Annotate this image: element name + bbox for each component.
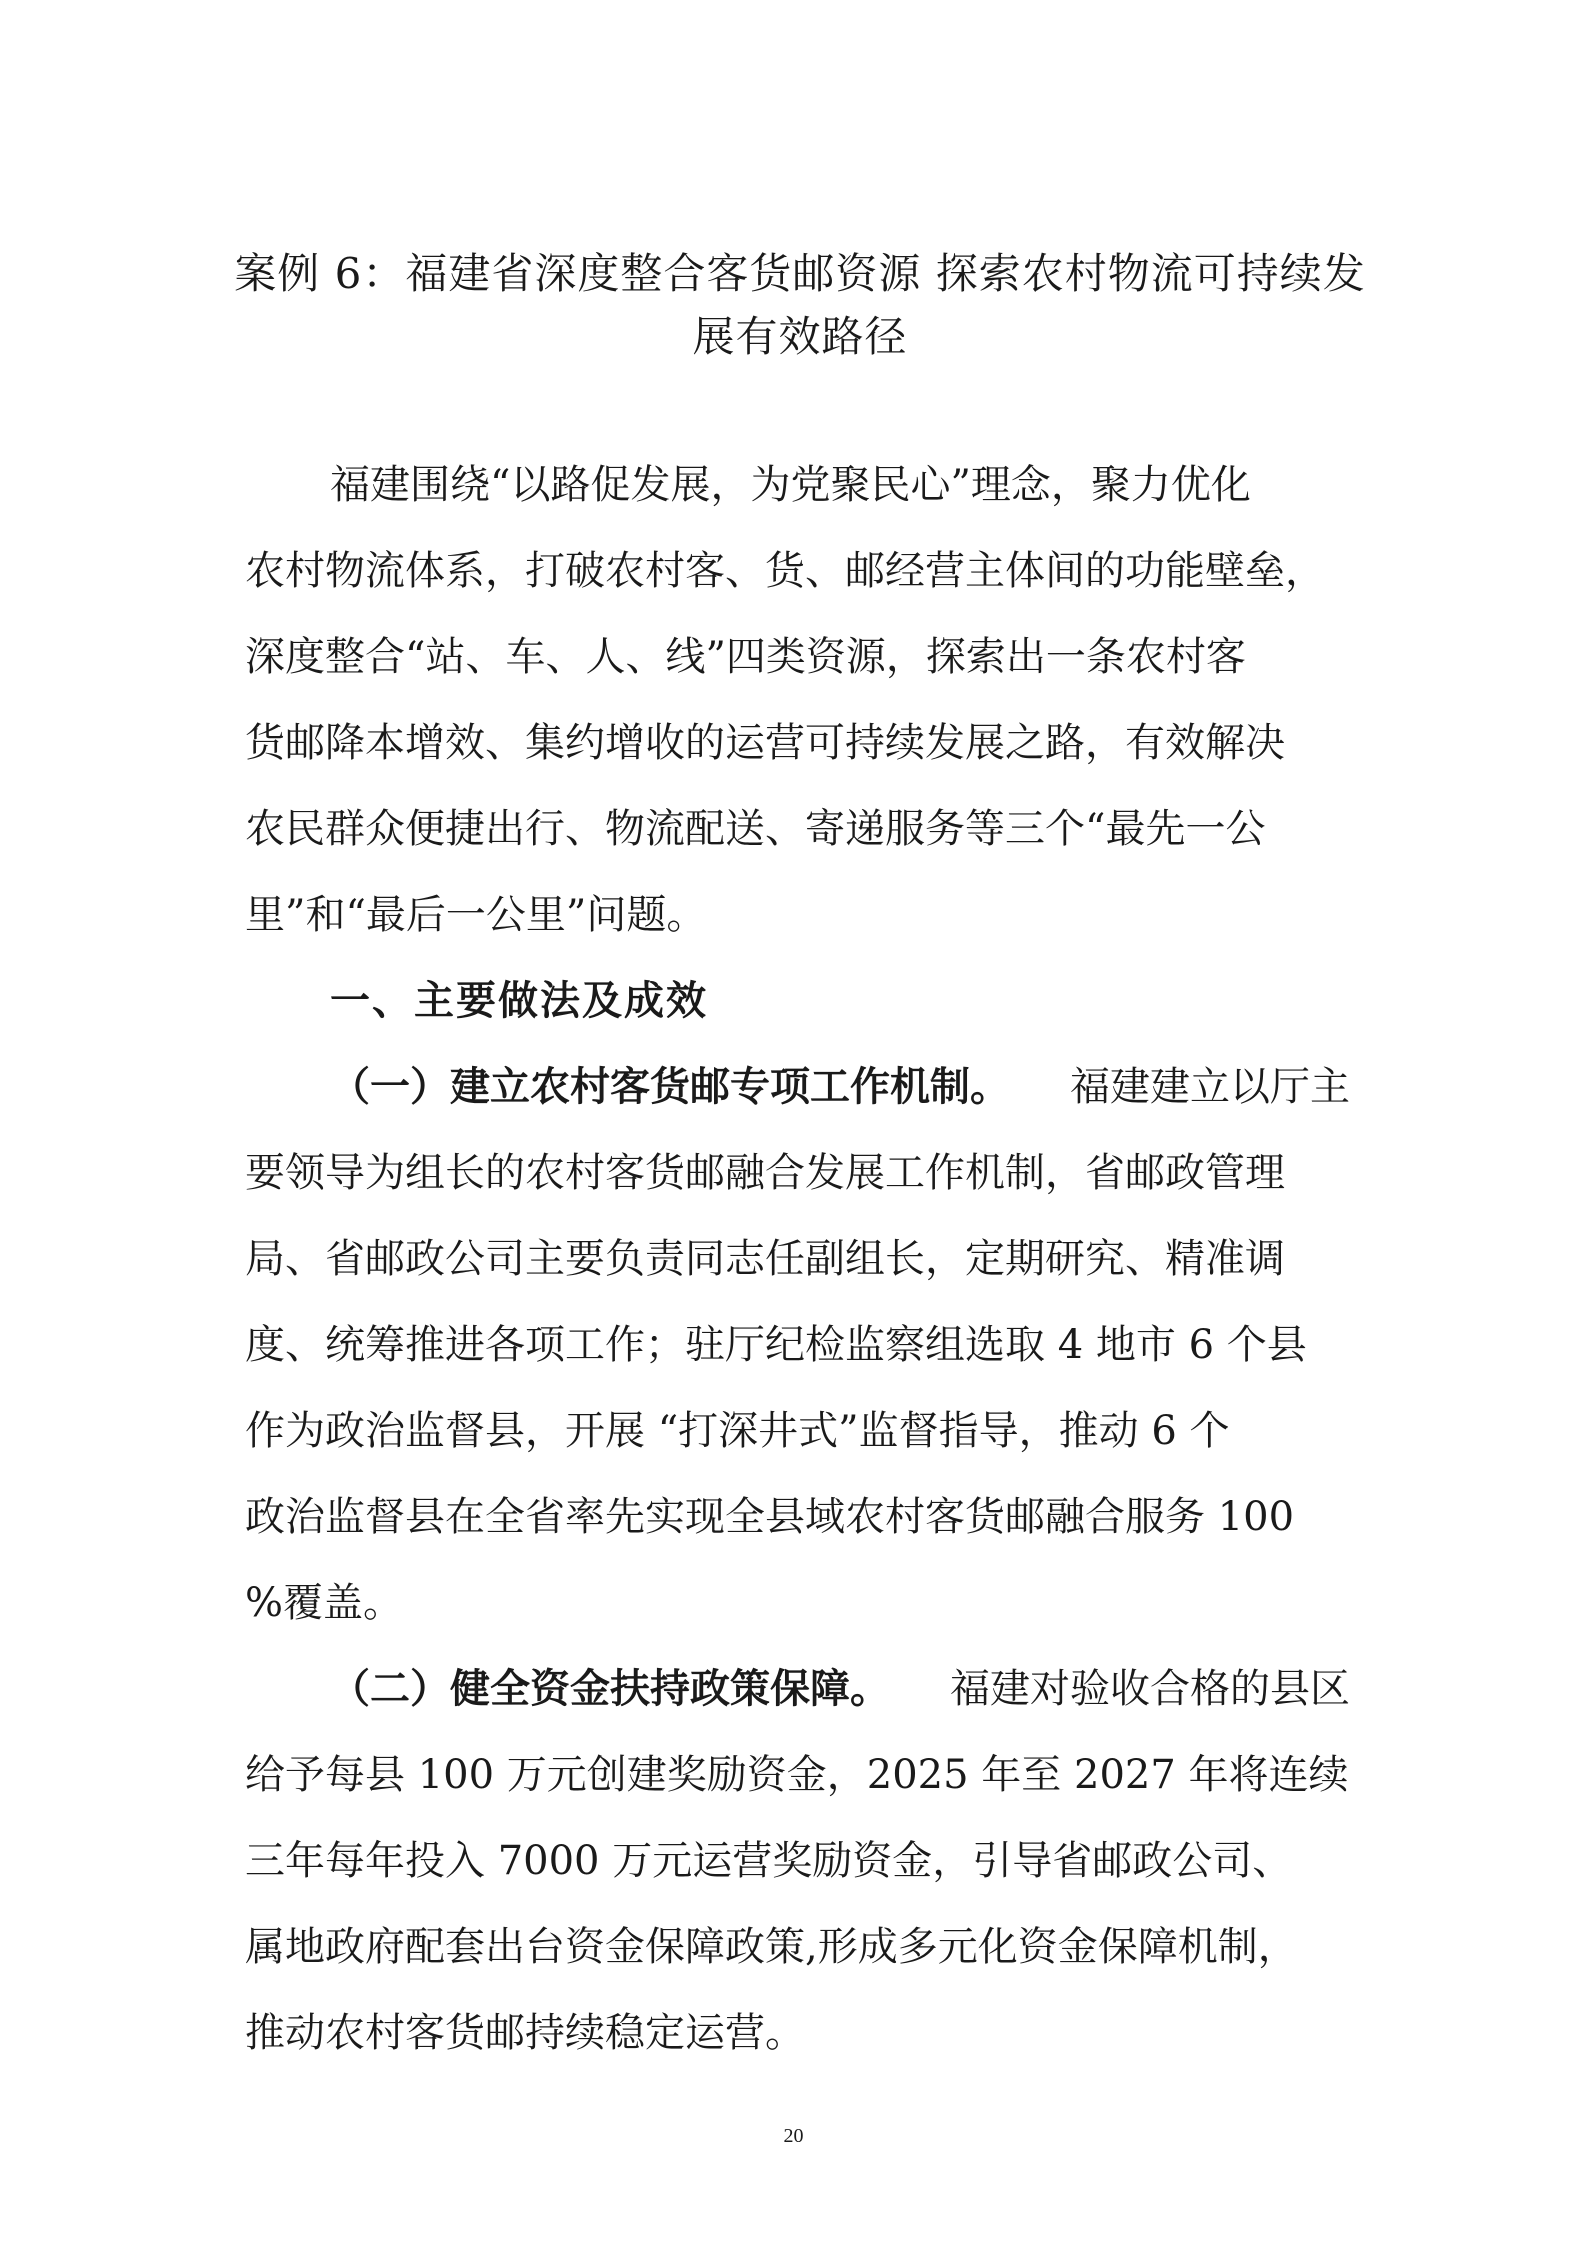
title-line-1: 案例 6：福建省深度整合客货邮资源 探索农村物流可持续发	[234, 249, 1366, 298]
paragraph-line: %覆盖。	[245, 1579, 404, 1626]
document-title	[230, 242, 1370, 368]
paragraph-line: 农村物流体系，打破农村客、货、邮经营主体间的功能壁垒，	[245, 547, 1325, 594]
paragraph-text: 福建建立以厅主	[1070, 1063, 1350, 1110]
paragraph-line: 深度整合“站、车、人、线”四类资源，探索出一条农村客	[245, 633, 1246, 680]
section-heading: 一、主要做法及成效	[330, 977, 708, 1024]
paragraph-line: 给予每县 100 万元创建奖励资金，2025 年至 2027 年将连续	[245, 1751, 1349, 1798]
paragraph-line: 属地政府配套出台资金保障政策,形成多元化资金保障机制，	[245, 1923, 1298, 1970]
paragraph-line: 度、统筹推进各项工作；驻厅纪检监察组选取 4 地市 6 个县	[245, 1321, 1307, 1368]
paragraph-line: 推动农村客货邮持续稳定运营。	[245, 2009, 805, 2056]
subsection-heading: （二）健全资金扶持政策保障。	[330, 1665, 890, 1712]
paragraph-line: 政治监督县在全省率先实现全县域农村客货邮融合服务 100	[245, 1493, 1295, 1540]
paragraph-line: 里”和“最后一公里”问题。	[245, 891, 707, 938]
document-body	[245, 438, 1350, 2072]
paragraph-line	[245, 1642, 1350, 1728]
page-number: 20	[783, 2125, 804, 2147]
title-line-2: 展有效路径	[692, 312, 908, 361]
paragraph-line: 福建围绕“以路促发展，为党聚民心”理念，聚力优化	[330, 461, 1251, 508]
paragraph-line: 农民群众便捷出行、物流配送、寄递服务等三个“最先一公	[245, 805, 1266, 852]
paragraph-line: 作为政治监督县，开展 “打深井式”监督指导，推动 6 个	[245, 1407, 1230, 1454]
paragraph-line	[245, 1040, 1350, 1126]
paragraph-text: 福建对验收合格的县区	[950, 1665, 1350, 1712]
paragraph-line: 要领导为组长的农村客货邮融合发展工作机制，省邮政管理	[245, 1149, 1285, 1196]
paragraph-line: 局、省邮政公司主要负责同志任副组长，定期研究、精准调	[245, 1235, 1285, 1282]
subsection-heading: （一）建立农村客货邮专项工作机制。	[330, 1063, 1010, 1110]
paragraph-line: 三年每年投入 7000 万元运营奖励资金，引导省邮政公司、	[245, 1837, 1293, 1884]
paragraph-line: 货邮降本增效、集约增收的运营可持续发展之路，有效解决	[245, 719, 1285, 766]
